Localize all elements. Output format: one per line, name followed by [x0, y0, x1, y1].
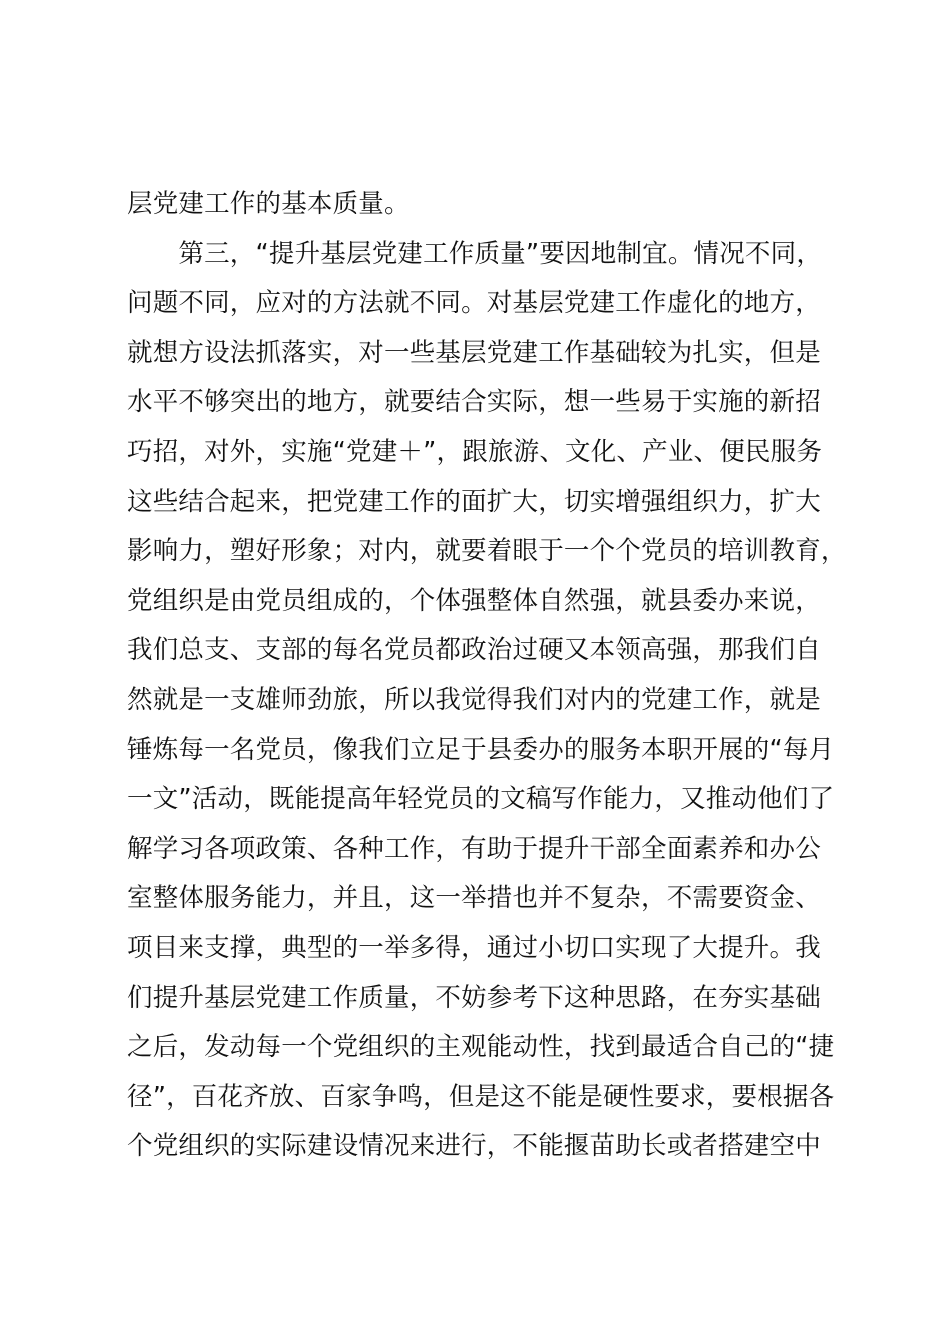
text-line: 径”，百花齐放、百家争鸣，但是这不能是硬性要求，要根据各 — [127, 1081, 835, 1112]
text-line: 水平不够突出的地方，就要结合实际，想一些易于实施的新招 — [127, 387, 821, 418]
text-line: 问题不同，应对的方法就不同。对基层党建工作虚化的地方， — [127, 288, 821, 319]
text-line: 个党组织的实际建设情况来进行，不能揠苗助长或者搭建空中 — [127, 1131, 821, 1162]
text-line: 我们总支、支部的每名党员都政治过硬又本领高强，那我们自 — [127, 635, 821, 666]
text-line: 层党建工作的基本质量。 — [127, 189, 410, 219]
text-line: 室整体服务能力，并且，这一举措也并不复杂，不需要资金、 — [127, 883, 821, 914]
text-line: 项目来支撑，典型的一举多得，通过小切口实现了大提升。我 — [127, 932, 821, 963]
text-line: 巧招，对外，实施“党建＋”，跟旅游、文化、产业、便民服务 — [127, 436, 823, 467]
text-line: 这些结合起来，把党建工作的面扩大，切实增强组织力，扩大 — [127, 486, 821, 517]
text-line: 一文”活动，既能提高年轻党员的文稿写作能力，又推动他们了 — [127, 784, 835, 815]
text-line: 第三，“提升基层党建工作质量”要因地制宜。情况不同， — [127, 238, 823, 269]
body-text — [127, 180, 857, 1172]
text-line: 就想方设法抓落实，对一些基层党建工作基础较为扎实，但是 — [127, 337, 821, 368]
text-line: 之后，发动每一个党组织的主观能动性，找到最适合自己的“捷 — [127, 1032, 835, 1063]
text-line: 们提升基层党建工作质量，不妨参考下这种思路，在夯实基础 — [127, 982, 821, 1013]
text-line: 锤炼每一名党员，像我们立足于县委办的服务本职开展的“每月 — [127, 734, 835, 765]
text-line: 解学习各项政策、各种工作，有助于提升干部全面素养和办公 — [127, 833, 821, 864]
text-line: 党组织是由党员组成的，个体强整体自然强，就县委办来说， — [127, 585, 821, 616]
text-line: 影响力，塑好形象；对内，就要着眼于一个个党员的培训教育， — [127, 536, 847, 567]
text-line: 然就是一支雄师劲旅，所以我觉得我们对内的党建工作，就是 — [127, 684, 821, 715]
